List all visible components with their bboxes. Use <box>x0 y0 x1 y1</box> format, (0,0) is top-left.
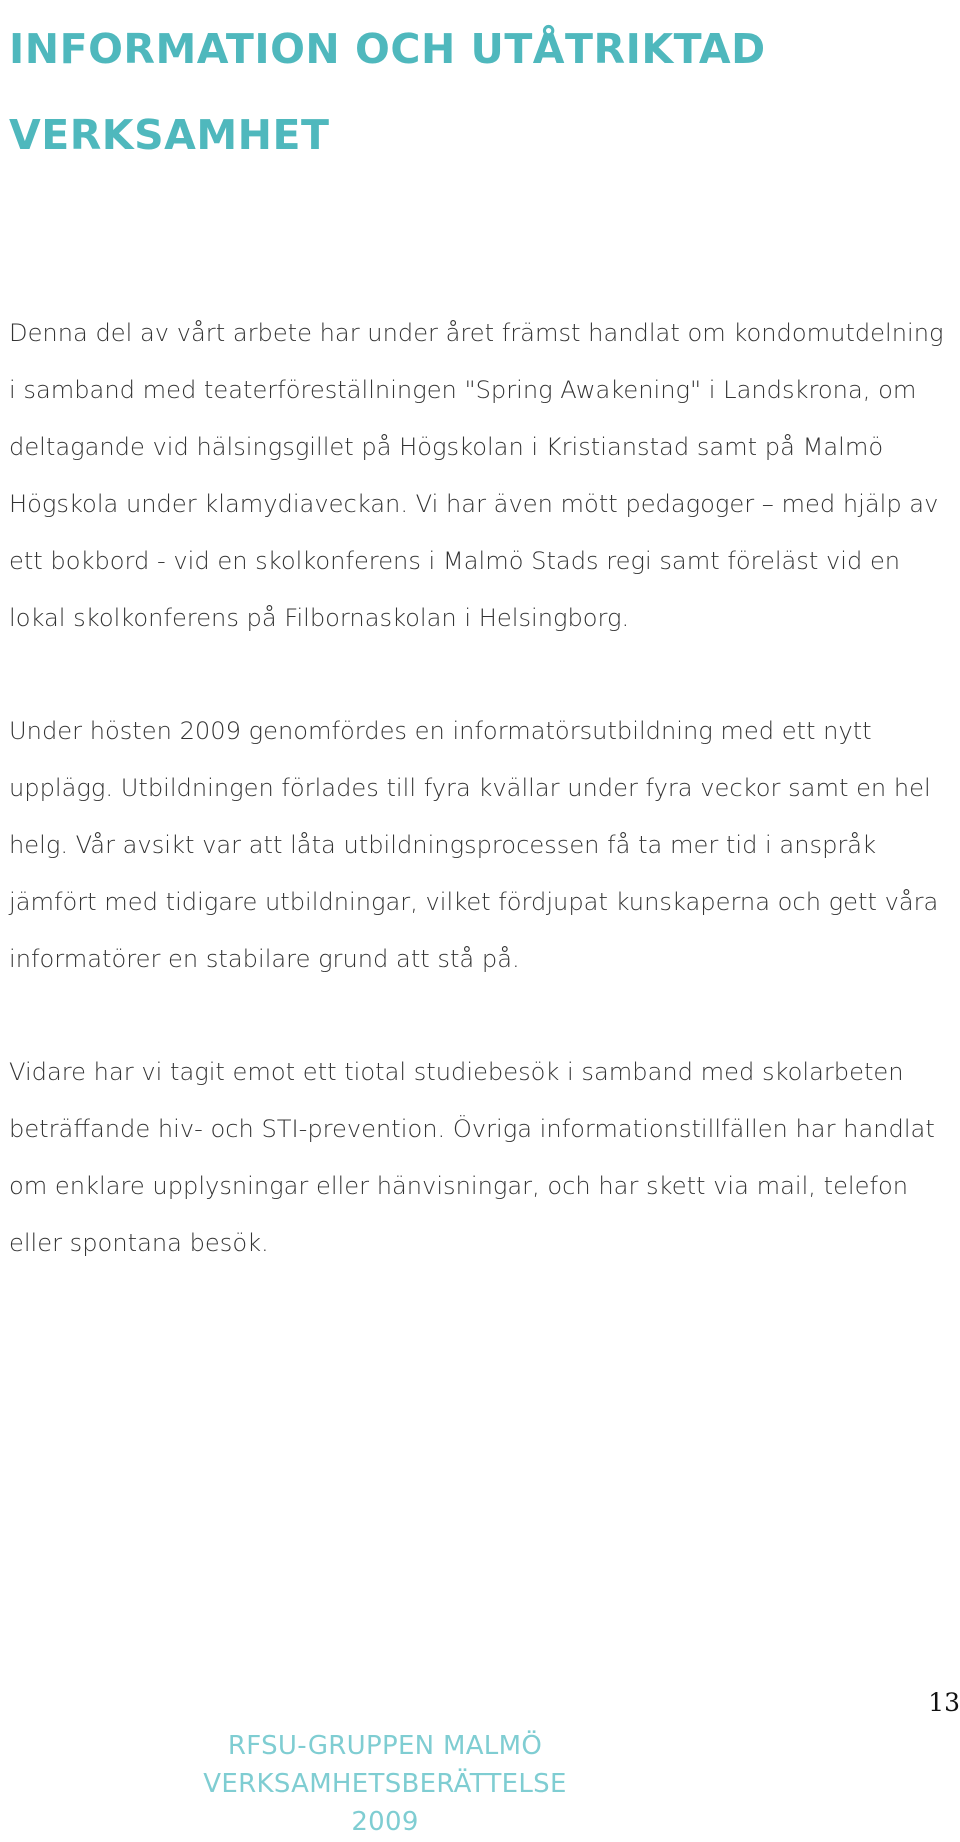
paragraph-outreach <box>9 305 959 647</box>
paragraph-line: i samband med teaterföreställningen "Spring Awakening" i Landskrona, om <box>9 376 917 404</box>
paragraph-training <box>9 703 959 988</box>
paragraph-line: Under hösten 2009 genomfördes en informatörsutbildning med ett nytt <box>9 717 872 745</box>
footer-line: 2009 <box>351 1807 419 1837</box>
paragraph-line: Vidare har vi tagit emot ett tiotal studiebesök i samband med skolarbeten <box>9 1058 904 1086</box>
paragraph-line: Denna del av vårt arbete har under året främst handlat om kondomutdelning <box>9 319 944 347</box>
paragraph-line: beträffande hiv- och STI-prevention. Övriga informationstillfällen har handlat <box>9 1115 935 1143</box>
page-title-line: VERKSAMHET <box>9 111 330 159</box>
footer-line: VERKSAMHETSBERÄTTELSE <box>203 1769 567 1799</box>
paragraph-line: om enklare upplysningar eller hänvisningar, och har skett via mail, telefon <box>9 1172 909 1200</box>
paragraph-line: jämfört med tidigare utbildningar, vilket fördjupat kunskaperna och gett våra <box>9 888 939 916</box>
paragraph-line: deltagande vid hälsingsgillet på Högskolan i Kristianstad samt på Malmö <box>9 433 884 461</box>
paragraph-line: informatörer en stabilare grund att stå på. <box>9 945 520 973</box>
paragraph-line: ett bokbord - vid en skolkonferens i Malmö Stads regi samt föreläst vid en <box>9 547 901 575</box>
footer-line: RFSU-GRUPPEN MALMÖ <box>227 1731 543 1761</box>
footer <box>185 1727 585 1841</box>
page-number: 13 <box>928 1688 960 1717</box>
paragraph-line: Högskola under klamydiaveckan. Vi har även mött pedagoger – med hjälp av <box>9 490 939 518</box>
paragraph-line: lokal skolkonferens på Filbornaskolan i Helsingborg. <box>9 604 630 632</box>
paragraph-study-visits <box>9 1044 959 1272</box>
page-title <box>9 6 909 178</box>
paragraph-line: upplägg. Utbildningen förlades till fyra kvällar under fyra veckor samt en hel <box>9 774 931 802</box>
paragraph-line: eller spontana besök. <box>9 1229 269 1257</box>
paragraph-line: helg. Vår avsikt var att låta utbildningsprocessen få ta mer tid i anspråk <box>9 831 877 859</box>
page-title-line: INFORMATION OCH UTÅTRIKTAD <box>9 25 766 73</box>
